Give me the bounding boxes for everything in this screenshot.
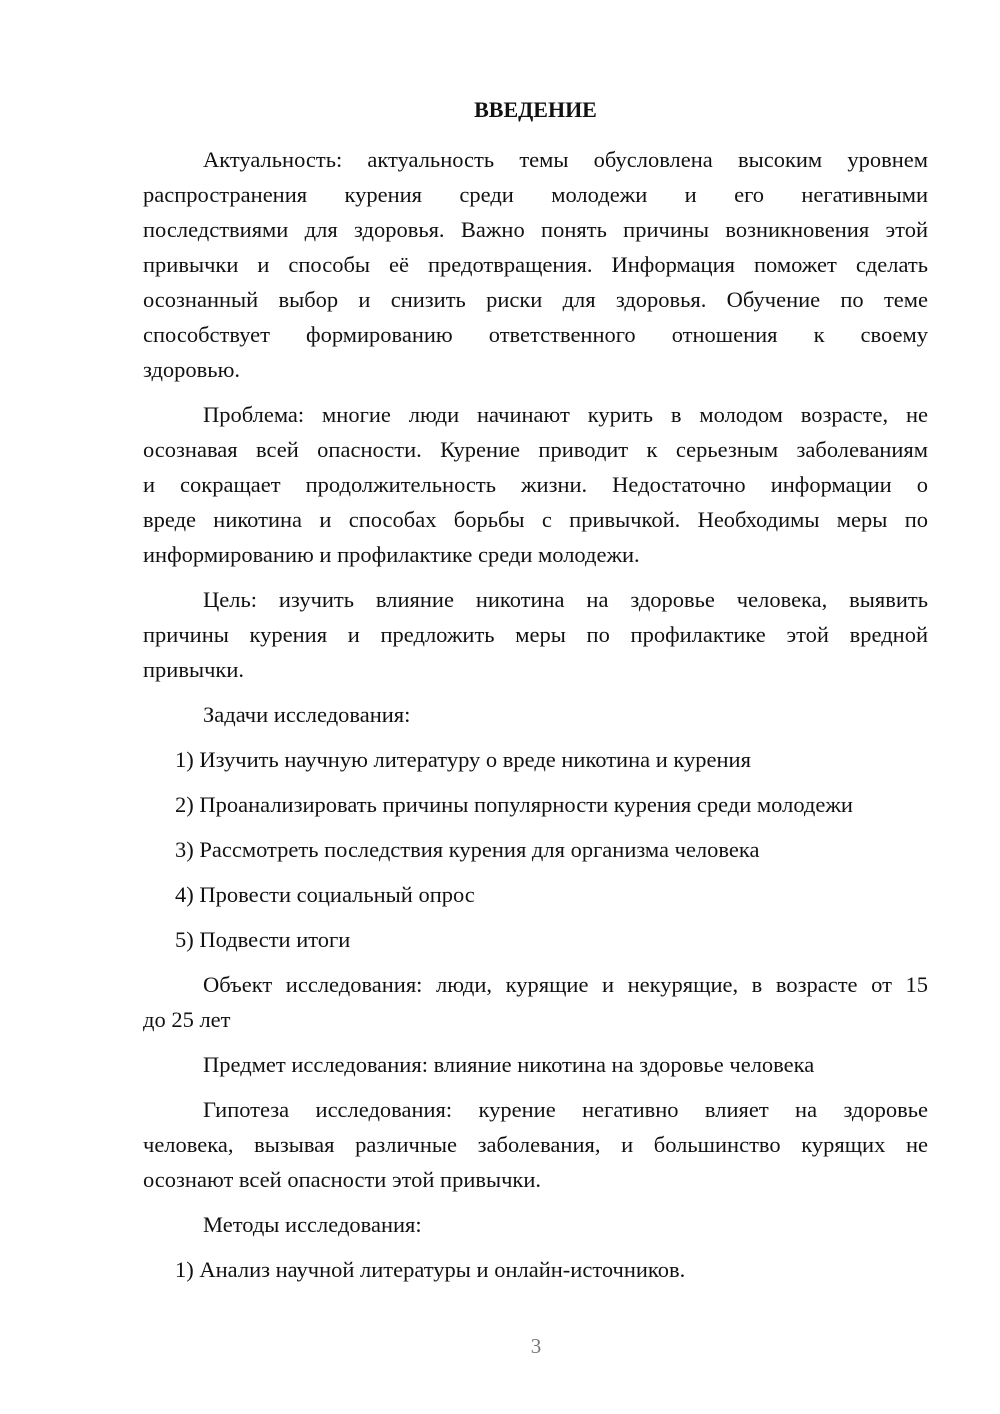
list-item: 1) Изучить научную литературу о вреде никотина и курения (175, 747, 751, 772)
text-line: Цель: изучить влияние никотина на здоровье человека, выявить (203, 587, 928, 612)
methods-heading-text: Методы исследования: (203, 1212, 422, 1237)
tasks-heading-text: Задачи исследования: (203, 702, 411, 727)
tasks-heading (143, 697, 928, 732)
text-line: осознанный выбор и снизить риски для здоровья. Обучение по теме (143, 287, 928, 312)
text-line: Актуальность: актуальность темы обусловлена высоким уровнем (203, 147, 928, 172)
paragraph-subject (143, 1047, 928, 1082)
list-item: 1) Анализ научной литературы и онлайн-источников. (175, 1257, 686, 1282)
section-title: ВВЕДЕНИЕ (474, 97, 597, 122)
text-line: осознают всей опасности этой привычки. (143, 1167, 542, 1192)
paragraph-problem (143, 397, 928, 572)
paragraph-object (143, 967, 928, 1037)
list-item: 3) Рассмотреть последствия курения для организма человека (175, 837, 760, 862)
text-line: последствиями для здоровья. Важно понять причины возникновения этой (143, 217, 928, 242)
text-line: Проблема: многие люди начинают курить в молодом возрасте, не (203, 402, 928, 427)
text-line: способствует формированию ответственного отношения к своему (143, 322, 928, 347)
text-line: до 25 лет (143, 1007, 231, 1032)
text-line: Гипотеза исследования: курение негативно влияет на здоровье (203, 1097, 928, 1122)
text-line: и сокращает продолжительность жизни. Недостаточно информации о (143, 472, 928, 497)
list-item: 4) Провести социальный опрос (175, 882, 475, 907)
paragraph-relevance (143, 142, 928, 387)
document-page (143, 92, 928, 1297)
text-line: распространения курения среди молодежи и его негативными (143, 182, 928, 207)
paragraph-hypothesis (143, 1092, 928, 1197)
methods-heading (143, 1207, 928, 1242)
text-line: вреде никотина и способах борьбы с привычкой. Необходимы меры по (143, 507, 928, 532)
page-number: 3 (530, 1334, 542, 1358)
text-line: привычки. (143, 657, 244, 682)
text-line: привычки и способы её предотвращения. Информация поможет сделать (143, 252, 928, 277)
list-item: 5) Подвести итоги (175, 927, 351, 952)
tasks-list (143, 742, 928, 957)
text-line: осознавая всей опасности. Курение приводит к серьезным заболеваниям (143, 437, 928, 462)
text-line: причины курения и предложить меры по профилактике этой вредной (143, 622, 928, 647)
text-line: здоровью. (143, 357, 240, 382)
list-item: 2) Проанализировать причины популярности курения среди молодежи (175, 792, 853, 817)
text-line: Объект исследования: люди, курящие и некурящие, в возрасте от 15 (203, 972, 928, 997)
methods-list (143, 1252, 928, 1287)
text-line: человека, вызывая различные заболевания, и большинство курящих не (143, 1132, 928, 1157)
paragraph-goal (143, 582, 928, 687)
text-line: Предмет исследования: влияние никотина на здоровье человека (203, 1052, 815, 1077)
text-line: информированию и профилактике среди молодежи. (143, 542, 640, 567)
